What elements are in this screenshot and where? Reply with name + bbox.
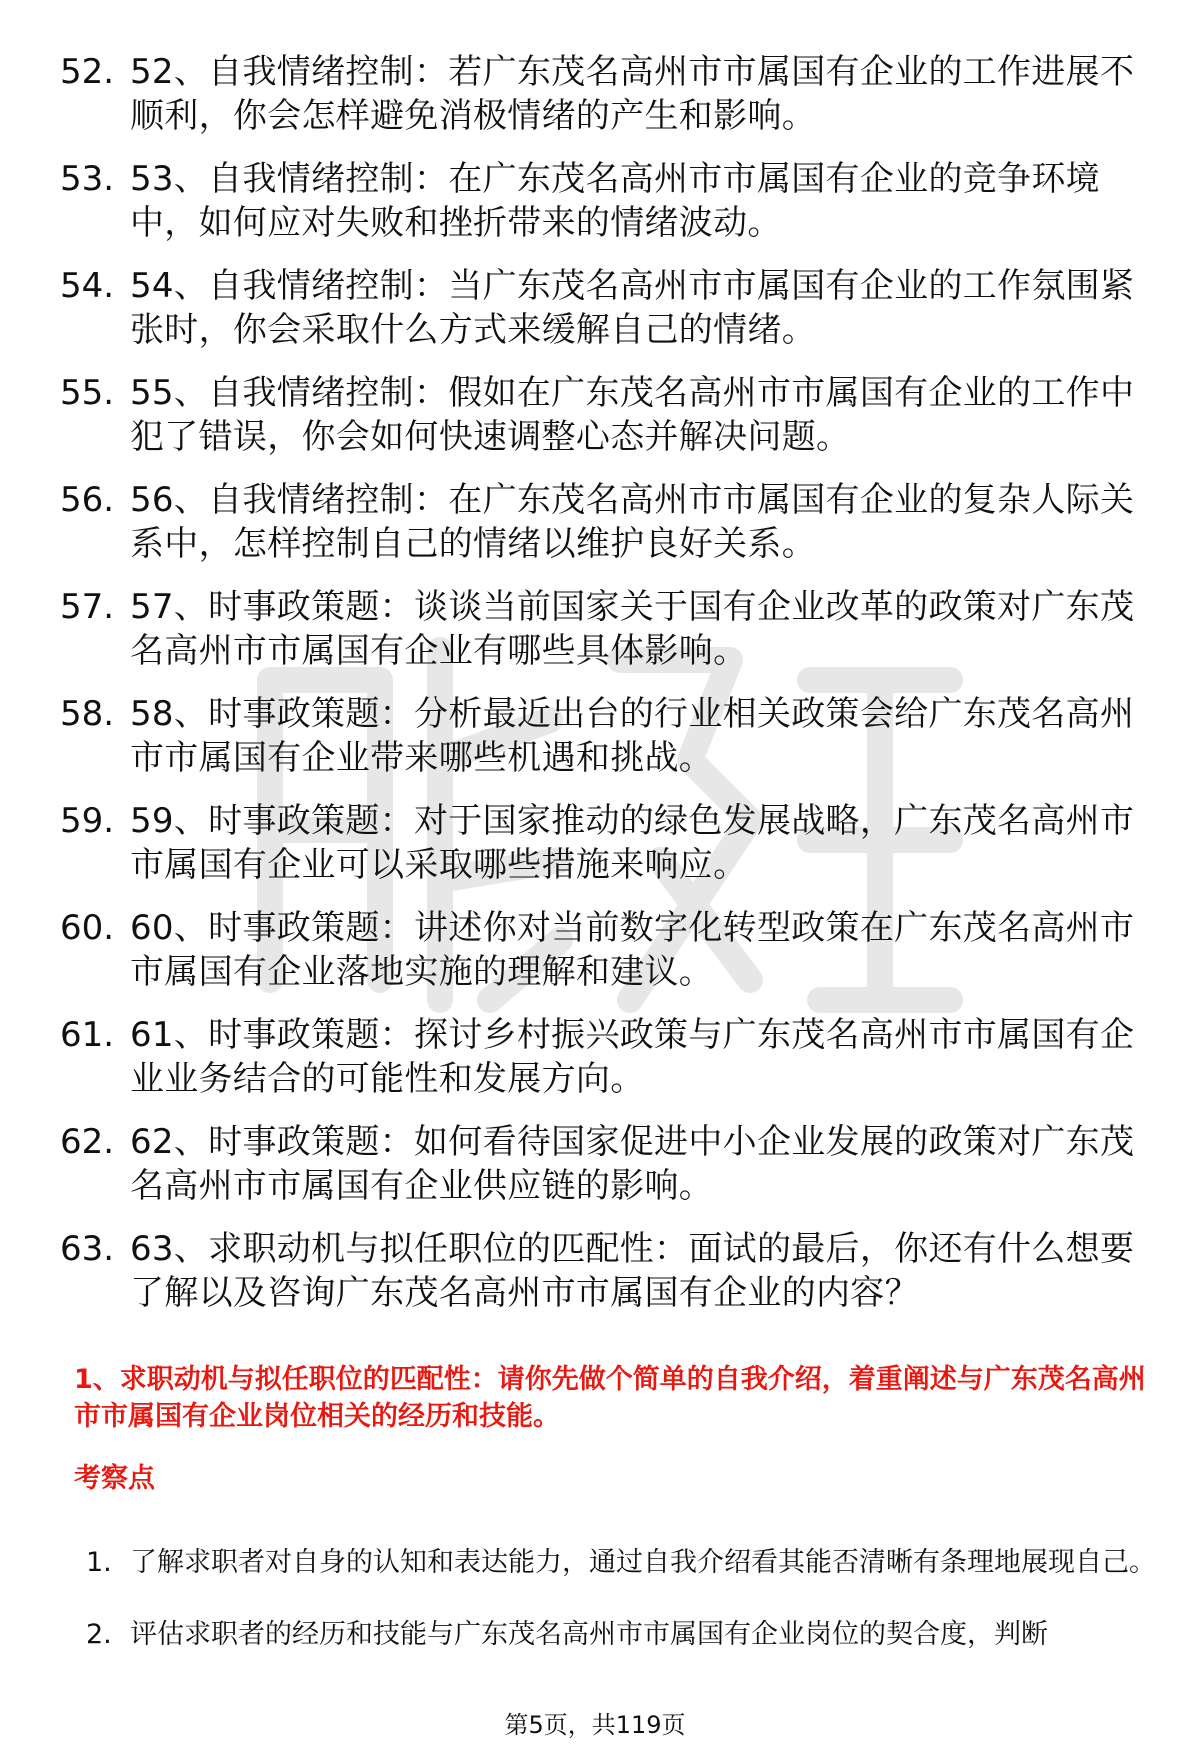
question-item-53 [60, 157, 1160, 245]
question-number: 58. [60, 694, 115, 734]
question-text: 60、时事政策题：讲述你对当前数字化转型政策在广东茂名高州市市属国有企业落地实施的理解和建议。 [130, 908, 1135, 992]
question-list [60, 50, 1160, 1334]
assessment-point-item [86, 1532, 1161, 1594]
question-text: 59、时事政策题：对于国家推动的绿色发展战略，广东茂名高州市市属国有企业可以采取哪些措施来响应。 [130, 801, 1135, 885]
question-text: 54、自我情绪控制：当广东茂名高州市市属国有企业的工作氛围紧张时，你会采取什么方式来缓解自己的情绪。 [130, 266, 1135, 350]
question-item-60 [60, 906, 1160, 994]
question-number: 53. [60, 159, 115, 199]
point-text: 了解求职者对自身的认知和表达能力，通过自我介绍看其能否清晰有条理地展现自己。 [130, 1547, 1156, 1578]
question-item-54 [60, 264, 1160, 352]
question-number: 57. [60, 587, 115, 627]
question-number: 54. [60, 266, 115, 306]
question-item-55 [60, 371, 1160, 459]
question-text: 55、自我情绪控制：假如在广东茂名高州市市属国有企业的工作中犯了错误，你会如何快速调整心态并解决问题。 [130, 373, 1135, 457]
question-item-56 [60, 478, 1160, 566]
question-number: 60. [60, 908, 115, 948]
page-footer: 第5页，共119页 [504, 1711, 686, 1739]
question-number: 62. [60, 1122, 115, 1162]
question-text: 52、自我情绪控制：若广东茂名高州市市属国有企业的工作进展不顺利，你会怎样避免消极情绪的产生和影响。 [130, 52, 1135, 136]
question-number: 61. [60, 1015, 115, 1055]
question-number: 52. [60, 52, 115, 92]
question-item-58 [60, 692, 1160, 780]
question-text: 57、时事政策题：谈谈当前国家关于国有企业改革的政策对广东茂名高州市市属国有企业有哪些具体影响。 [130, 587, 1135, 671]
question-text: 62、时事政策题：如何看待国家促进中小企业发展的政策对广东茂名高州市市属国有企业供应链的影响。 [130, 1122, 1135, 1206]
question-number: 63. [60, 1229, 115, 1269]
question-item-59 [60, 799, 1160, 887]
point-text: 评估求职者的经历和技能与广东茂名高州市市属国有企业岗位的契合度，判断 [130, 1619, 1048, 1650]
question-item-63 [60, 1227, 1160, 1315]
question-item-57 [60, 585, 1160, 673]
question-text: 56、自我情绪控制：在广东茂名高州市市属国有企业的复杂人际关系中，怎样控制自己的情绪以维护良好关系。 [130, 480, 1135, 564]
points-label: 考察点 [74, 1463, 155, 1494]
question-text: 63、求职动机与拟任职位的匹配性：面试的最后，你还有什么想要了解以及咨询广东茂名高州市市属国有企业的内容？ [130, 1229, 1135, 1313]
question-text: 53、自我情绪控制：在广东茂名高州市市属国有企业的竞争环境中，如何应对失败和挫折带来的情绪波动。 [130, 159, 1100, 243]
question-number: 56. [60, 480, 115, 520]
question-text: 58、时事政策题：分析最近出台的行业相关政策会给广东茂名高州市市属国有企业带来哪些机遇和挑战。 [130, 694, 1135, 778]
question-number: 55. [60, 373, 115, 413]
question-item-52 [60, 50, 1160, 138]
section-heading: 1、求职动机与拟任职位的匹配性：请你先做个简单的自我介绍，着重阐述与广东茂名高州市市属国有企业岗位相关的经历和技能。 [74, 1364, 1146, 1432]
point-number: 1. [86, 1547, 112, 1578]
assessment-points-list [86, 1532, 1161, 1676]
question-item-62 [60, 1120, 1160, 1208]
question-number: 59. [60, 801, 115, 841]
assessment-point-item [86, 1604, 1161, 1666]
question-text: 61、时事政策题：探讨乡村振兴政策与广东茂名高州市市属国有企业业务结合的可能性和发展方向。 [130, 1015, 1135, 1099]
question-item-61 [60, 1013, 1160, 1101]
point-number: 2. [86, 1619, 112, 1650]
